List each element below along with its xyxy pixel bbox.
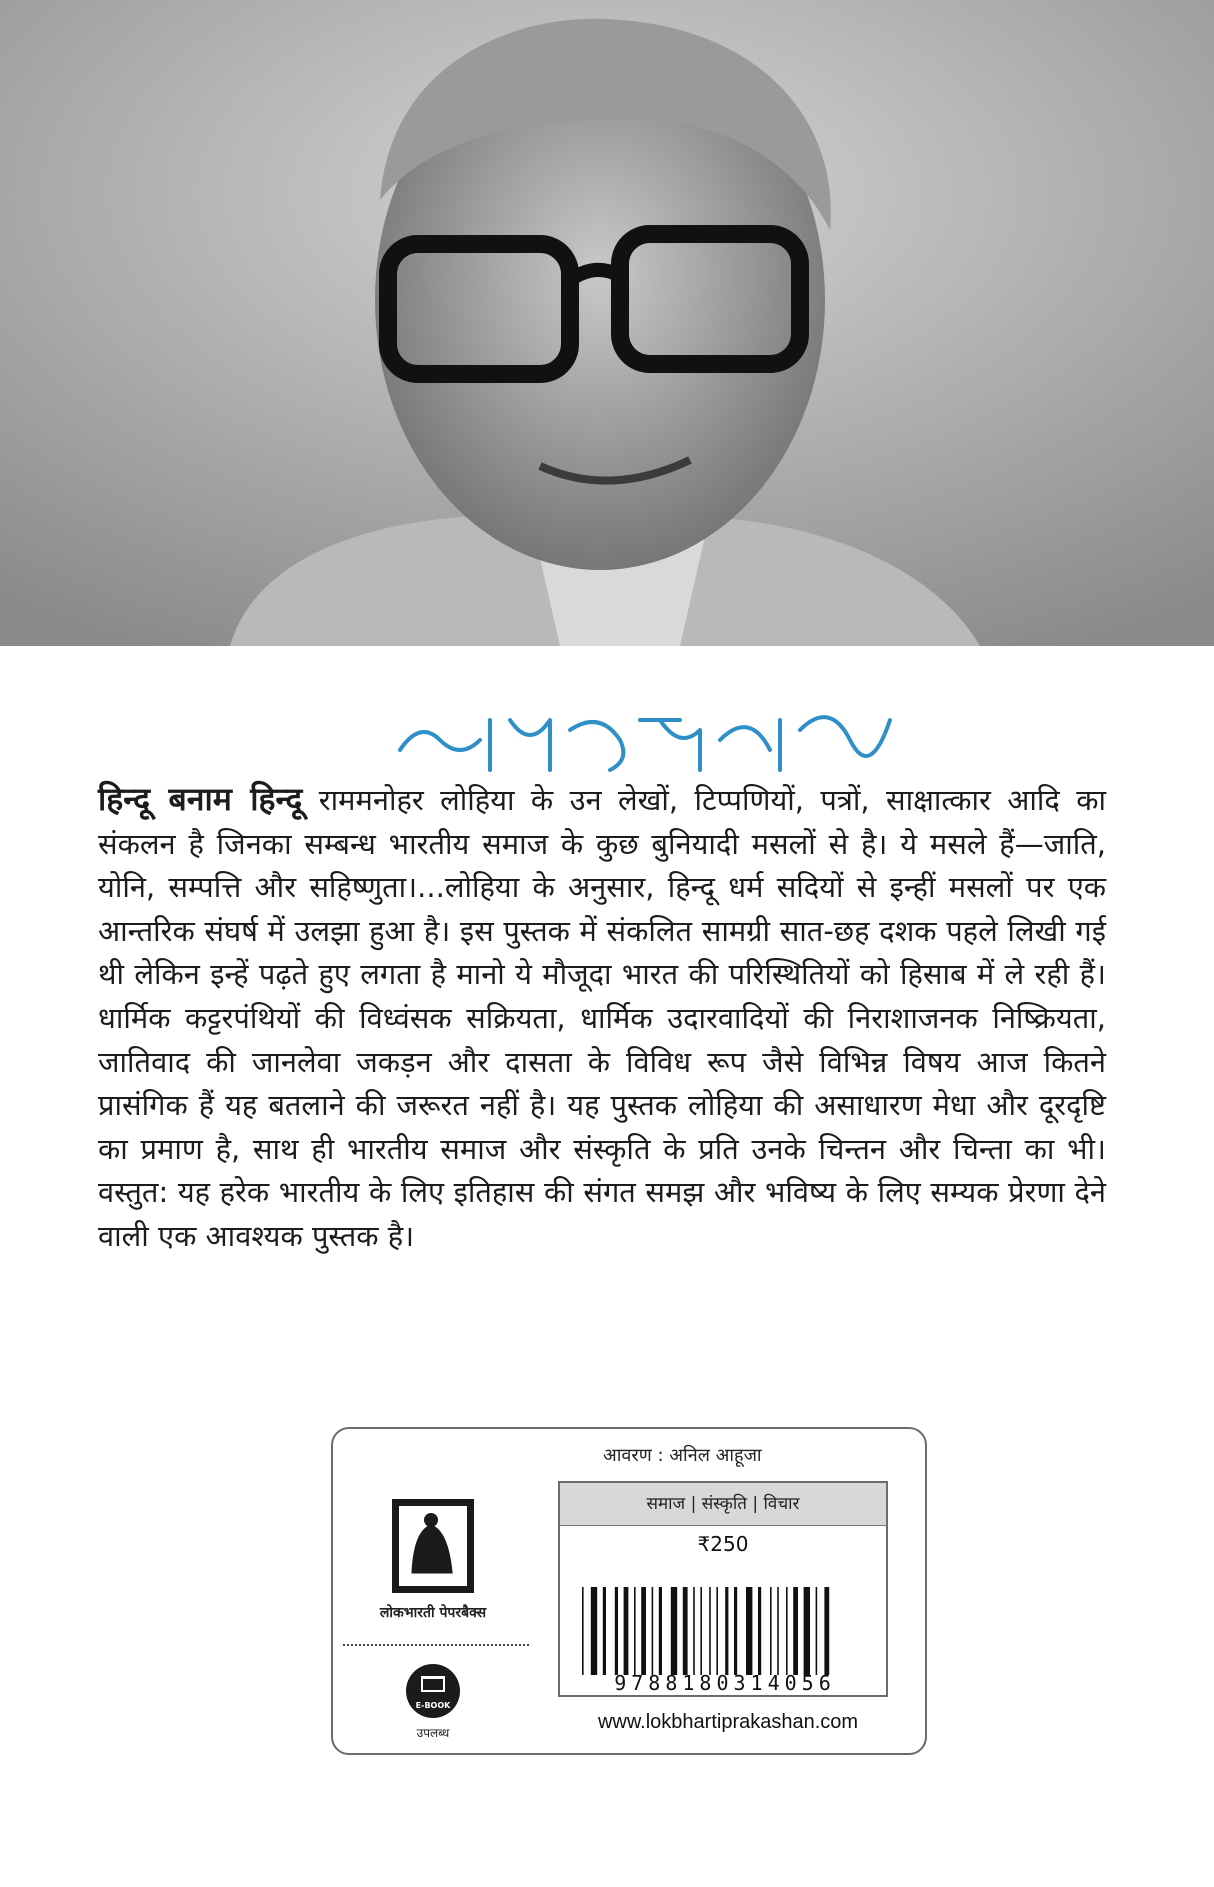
barcode-bar bbox=[804, 1587, 810, 1675]
barcode-bar bbox=[659, 1587, 662, 1675]
barcode-bar bbox=[693, 1587, 695, 1675]
barcode-bar bbox=[725, 1587, 728, 1675]
category-tags: समाज | संस्कृति | विचार bbox=[560, 1483, 886, 1526]
barcode-bar bbox=[770, 1587, 772, 1675]
publisher-website: www.lokbhartiprakashan.com bbox=[597, 1711, 859, 1733]
book-description bbox=[98, 778, 1106, 1259]
author-signature bbox=[380, 680, 920, 790]
isbn-barcode bbox=[578, 1587, 874, 1675]
barcode-bar bbox=[591, 1587, 597, 1675]
cover-credit: आवरण : अनिल आहूजा bbox=[603, 1445, 762, 1466]
barcode-bar bbox=[624, 1587, 629, 1675]
publisher-logo-icon bbox=[392, 1499, 474, 1593]
barcode-bar bbox=[615, 1587, 618, 1675]
ebook-icon bbox=[406, 1664, 460, 1718]
back-cover-info-panel bbox=[331, 1427, 927, 1755]
publisher-name: लोकभारती पेपरबैक्स bbox=[379, 1605, 487, 1621]
barcode-bar bbox=[716, 1587, 718, 1675]
barcode-bar bbox=[816, 1587, 818, 1675]
barcode-bar bbox=[634, 1587, 636, 1675]
barcode-bar bbox=[652, 1587, 654, 1675]
book-title-lead: हिन्दू बनाम हिन्दू bbox=[98, 780, 303, 818]
isbn-number: 9788180314056 bbox=[614, 1671, 836, 1695]
ebook-label: E-BOOK bbox=[415, 1701, 451, 1710]
barcode-bar bbox=[671, 1587, 677, 1675]
barcode-bar bbox=[683, 1587, 688, 1675]
price-label: ₹250 bbox=[697, 1532, 749, 1556]
barcode-bar bbox=[700, 1587, 702, 1675]
publisher-block bbox=[353, 1499, 513, 1741]
description-body: राममनोहर लोहिया के उन लेखों, टिप्पणियों, पत्रों, साक्षात्कार आदि का संकलन है जिनका सम्बन्ध भारतीय समाज के कुछ बुनियादी मसलों से है। ये मसले हैं—जाति, योनि, सम्पत्ति और सहिष्णुता।...लोहिया के अनुसार, हिन्दू धर्म सदियों से इन्हीं मसलों पर एक आन्तरिक संघर्ष में उलझा हुआ है। इस पुस्तक में संकलित सामग्री सात-छह दशक पहले लिखी गई थी लेकिन इन्हें पढ़ते हुए लगता है मानो ये मौजूदा भारत की परिस्थितियों को हिसाब में ले रही हैं। धार्मिक कट्टरपंथियों की विध्वंसक सक्रियता, धार्मिक उदारवादियों की निराशाजनक निष्क्रियता, जातिवाद की जानलेवा जकड़न और दासता के विविध रूप जैसे विभिन्न विषय आज कितने प्रासंगिक हैं यह बतलाने की जरूरत नहीं है। यह पुस्तक लोहिया की असाधारण मेधा और दूरदृष्टि का प्रमाण है, साथ ही भारतीय समाज और संस्कृति के प्रति उनके चिन्तन और चिन्ता का भी। वस्तुत: यह हरेक भारतीय के लिए इतिहास की संगत समझ और भविष्य के लिए सम्यक प्रेरणा देने वाली एक आवश्यक पुस्तक है। bbox=[98, 783, 1106, 1253]
barcode-bar bbox=[758, 1587, 761, 1675]
barcode-bar bbox=[824, 1587, 829, 1675]
barcode-panel bbox=[558, 1481, 888, 1697]
barcode-bar bbox=[746, 1587, 752, 1675]
barcode-bar bbox=[582, 1587, 584, 1675]
dotted-divider bbox=[343, 1644, 529, 1646]
barcode-bar bbox=[603, 1587, 606, 1675]
ebook-availability: उपलब्ध bbox=[416, 1726, 450, 1740]
barcode-bar bbox=[786, 1587, 788, 1675]
barcode-bar bbox=[641, 1587, 646, 1675]
barcode-bar bbox=[793, 1587, 798, 1675]
barcode-bar bbox=[777, 1587, 779, 1675]
barcode-bar bbox=[734, 1587, 737, 1675]
author-portrait-photo bbox=[0, 0, 1214, 646]
barcode-bar bbox=[709, 1587, 711, 1675]
